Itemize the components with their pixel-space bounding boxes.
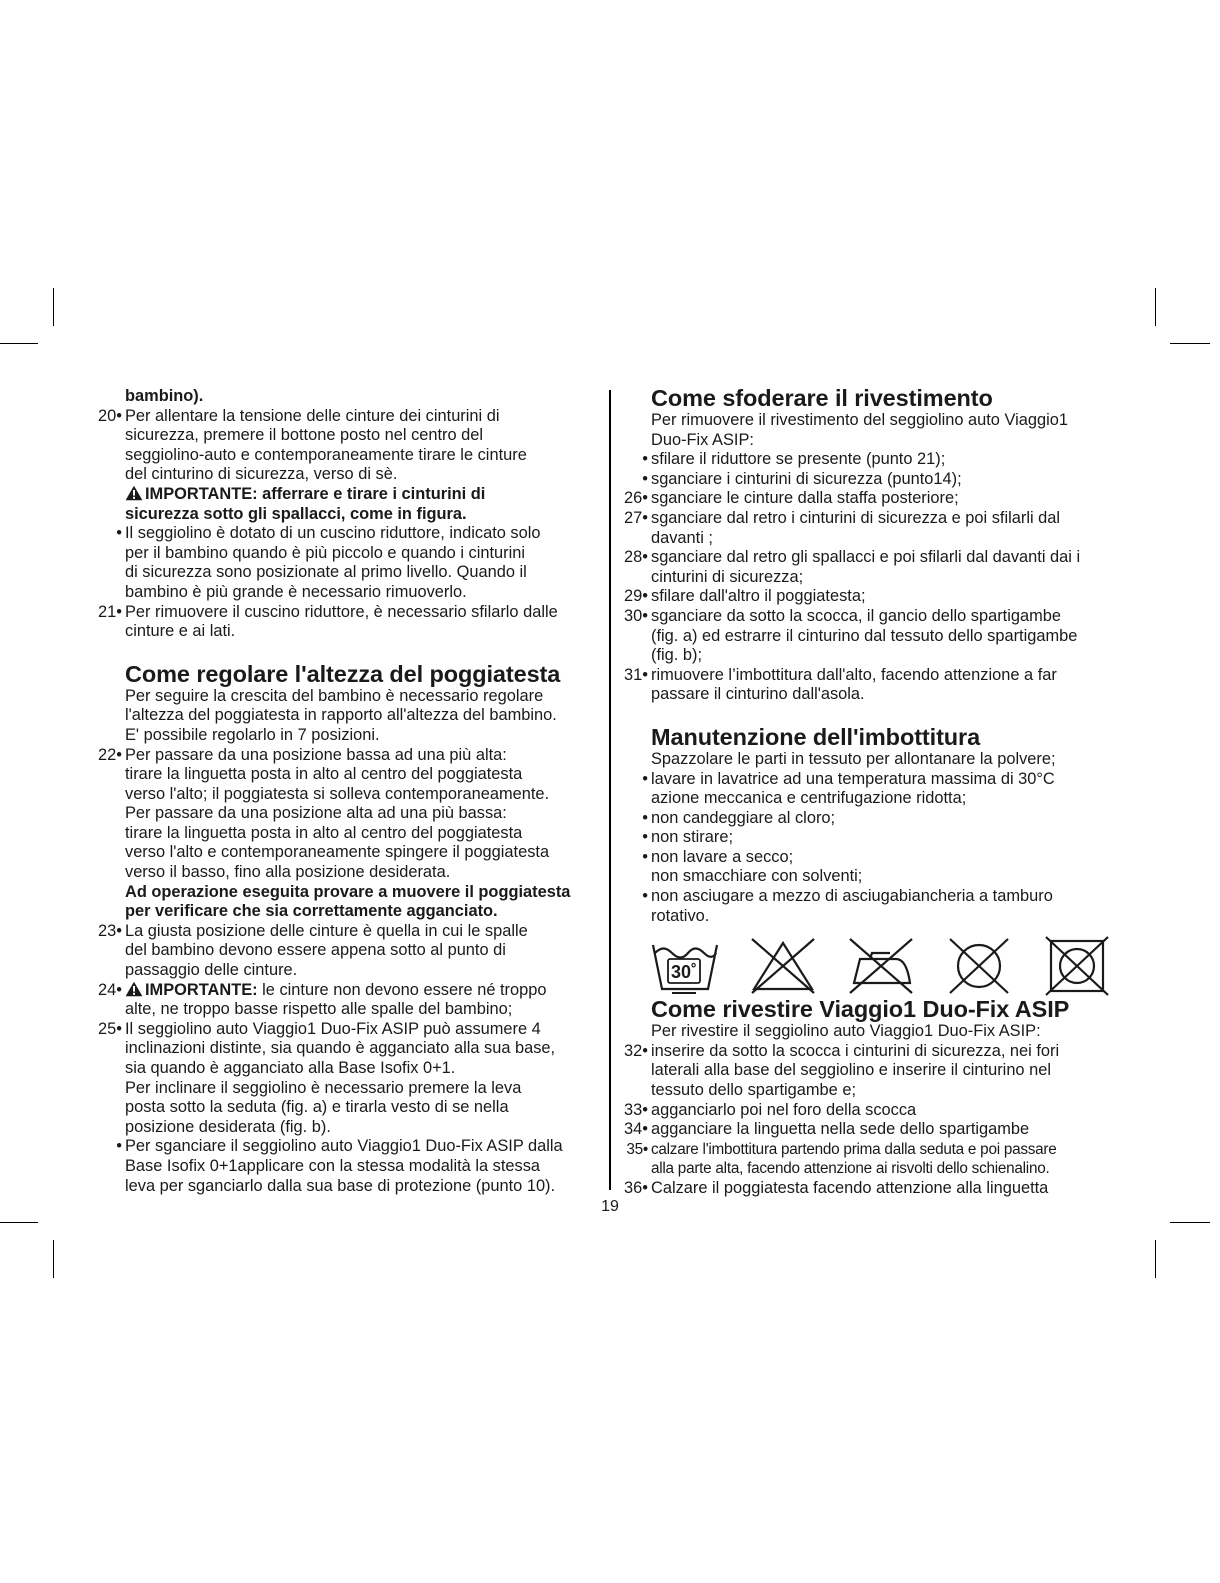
text-line xyxy=(612,907,1122,927)
list-marker: 20• xyxy=(98,406,122,425)
text-line xyxy=(86,1039,591,1059)
text-line xyxy=(86,804,591,824)
text-line xyxy=(86,544,591,564)
line-text: E' possibile regolarlo in 7 posizioni. xyxy=(125,725,380,744)
line-text: Spazzolare le parti in tessuto per allontanare la polvere; xyxy=(651,749,1056,768)
line-text: sganciare i cinturini di sicurezza (punto14); xyxy=(651,469,962,488)
list-marker: • xyxy=(642,469,648,488)
list-marker: 32• xyxy=(624,1041,648,1060)
line-text: rotativo. xyxy=(651,906,710,925)
section-heading: Manutenzione dell'imbottitura xyxy=(651,723,981,750)
text-line xyxy=(612,646,1122,666)
text-line xyxy=(612,1022,1122,1042)
line-text: alte, ne troppo basse rispetto alle spalle del bambino; xyxy=(125,1000,513,1019)
text-line xyxy=(86,706,591,726)
list-marker: 36• xyxy=(624,1179,648,1197)
text-line xyxy=(86,524,591,544)
text-line xyxy=(612,1042,1122,1062)
list-marker: • xyxy=(642,808,648,827)
list-marker: • xyxy=(116,524,122,543)
text-line xyxy=(86,824,591,844)
text-line xyxy=(86,1020,591,1040)
list-marker: 33• xyxy=(624,1100,648,1119)
list-marker: 29• xyxy=(624,587,648,606)
line-text: calzare l'imbottitura partendo prima dalla seduta e poi passare xyxy=(651,1140,1057,1158)
line-text: sia quando è agganciato alla Base Isofix 0+1. xyxy=(125,1059,456,1077)
line-text: non candeggiare al cloro; xyxy=(651,808,836,827)
line-text: cinturini di sicurezza; xyxy=(651,567,804,586)
text-line xyxy=(86,1098,591,1118)
list-marker: • xyxy=(642,887,648,906)
line-text: Per rivestire il seggiolino auto Viaggio1 Duo-Fix ASIP: xyxy=(651,1022,1041,1041)
text-line xyxy=(612,1061,1122,1081)
line-text: seggiolino-auto e contemporaneamente tirare le cinture xyxy=(125,445,527,464)
text-line xyxy=(86,563,591,583)
list-marker: • xyxy=(642,828,648,847)
text-line xyxy=(86,941,591,961)
line-text: Base Isofix 0+1applicare con la stessa modalità la stessa xyxy=(125,1156,541,1175)
line-text: passare il cinturino dall'asola. xyxy=(651,685,865,704)
line-text: l'altezza del poggiatesta in rapporto all'altezza del bambino. xyxy=(125,706,557,725)
line-text: Il seggiolino è dotato di un cuscino riduttore, indicato solo xyxy=(125,524,541,543)
wash-temp-label: 30˚ xyxy=(670,962,698,983)
line-text: per il bambino quando è più piccolo e quando i cinturini xyxy=(125,543,526,562)
line-text: non lavare a secco; xyxy=(651,847,794,866)
list-marker: 26• xyxy=(624,489,648,508)
line-text: non stirare; xyxy=(651,828,733,847)
text-line xyxy=(86,465,591,485)
line-text: Calzare il poggiatesta facendo attenzione alla linguetta xyxy=(651,1179,1049,1197)
text-line xyxy=(86,1118,591,1138)
list-marker: • xyxy=(642,847,648,866)
text-line xyxy=(86,687,591,707)
column-divider xyxy=(609,390,611,1190)
text-line xyxy=(612,411,1122,431)
left-column xyxy=(86,387,591,1196)
line-text: Per sganciare il seggiolino auto Viaggio1 Duo-Fix ASIP dalla xyxy=(125,1137,563,1156)
line-text: laterali alla base del seggiolino e inserire il cinturino nel xyxy=(651,1061,1051,1080)
text-line xyxy=(612,607,1122,627)
text-line xyxy=(612,1081,1122,1101)
crop-mark xyxy=(53,1240,54,1278)
no-iron-icon xyxy=(846,935,916,997)
line-text: Duo-Fix ASIP: xyxy=(651,430,754,449)
section-spacer xyxy=(86,642,591,661)
text-line xyxy=(612,1101,1122,1121)
text-line xyxy=(86,1137,591,1157)
no-bleach-icon xyxy=(748,935,818,997)
line-text: Per passare da una posizione bassa ad una più alta: xyxy=(125,745,507,764)
line-text: Per rimuovere il cuscino riduttore, è necessario sfilarlo dalle xyxy=(125,602,558,621)
text-line xyxy=(86,785,591,805)
page-number: 19 xyxy=(601,1198,619,1215)
line-text: le cinture non devono essere né troppo xyxy=(257,980,547,999)
line-text: verso l'alto; il poggiatesta si solleva contemporaneamente. xyxy=(125,784,550,803)
text-line xyxy=(612,1140,1122,1160)
text-line xyxy=(612,809,1122,829)
important-label: IMPORTANTE: xyxy=(145,980,258,999)
crop-mark xyxy=(0,1222,38,1223)
line-text: Per rimuovere il rivestimento del seggiolino auto Viaggio1 xyxy=(651,411,1068,429)
line-text: La giusta posizione delle cinture è quella in cui le spalle xyxy=(125,921,528,940)
line-text: di sicurezza sono posizionate al primo livello. Quando il xyxy=(125,563,527,582)
text-line xyxy=(86,981,591,1001)
list-marker: 28• xyxy=(624,548,648,567)
section-heading: Come rivestire Viaggio1 Duo-Fix ASIP xyxy=(651,996,1070,1023)
line-text: inclinazioni distinte, sia quando è agganciato alla sua base, xyxy=(125,1039,556,1058)
line-text: verso l'alto e contemporaneamente spingere il poggiatesta xyxy=(125,843,550,862)
warning-icon xyxy=(125,485,143,501)
line-text: posizione desiderata (fig. b). xyxy=(125,1117,331,1136)
line-text: Per seguire la crescita del bambino è necessario regolare xyxy=(125,686,544,705)
text-line xyxy=(612,587,1122,607)
text-line xyxy=(612,867,1122,887)
text-line xyxy=(86,387,591,407)
line-text: sganciare dal retro gli spallacci e poi sfilarli dal davanti dai i xyxy=(651,548,1081,567)
text-line xyxy=(86,902,591,922)
list-marker: 34• xyxy=(624,1120,648,1139)
line-text: IMPORTANTE: afferrare e tirare i cinturini di xyxy=(145,484,486,503)
text-line xyxy=(612,666,1122,686)
line-text: tirare la linguetta posta in alto al centro del poggiatesta xyxy=(125,765,523,784)
text-line xyxy=(86,746,591,766)
line-text: del bambino devono essere appena sotto al punto di xyxy=(125,941,506,960)
list-marker: 25• xyxy=(98,1019,122,1038)
list-marker: • xyxy=(642,769,648,788)
text-line xyxy=(86,426,591,446)
line-text: Per allentare la tensione delle cinture dei cinturini di xyxy=(125,406,500,425)
text-line xyxy=(86,922,591,942)
text-line xyxy=(86,1059,591,1079)
line-text: sicurezza sotto gli spallacci, come in figura. xyxy=(125,504,467,523)
text-line xyxy=(612,848,1122,868)
line-text: sicurezza, premere il bottone posto nel centro del xyxy=(125,426,484,445)
crop-mark xyxy=(1155,1240,1156,1278)
line-text: tirare la linguetta posta in alto al centro del poggiatesta xyxy=(125,823,523,842)
text-line xyxy=(86,1157,591,1177)
line-text: verso il basso, fino alla posizione desiderata. xyxy=(125,863,451,882)
text-line xyxy=(612,750,1122,770)
text-line xyxy=(86,843,591,863)
care-symbols xyxy=(612,936,1122,996)
text-line xyxy=(86,603,591,623)
line-text: non smacchiare con solventi; xyxy=(651,867,863,886)
line-text: azione meccanica e centrifugazione ridotta; xyxy=(651,789,967,808)
line-text: bambino è più grande è necessario rimuoverlo. xyxy=(125,582,467,601)
text-line xyxy=(612,1159,1122,1179)
list-marker: 35• xyxy=(626,1140,648,1158)
crop-mark xyxy=(1170,343,1210,344)
text-line xyxy=(612,568,1122,588)
text-line xyxy=(86,505,591,525)
section-spacer xyxy=(612,705,1122,724)
text-line xyxy=(612,509,1122,529)
line-text: cinture e ai lati. xyxy=(125,622,236,641)
text-line xyxy=(612,789,1122,809)
crop-mark xyxy=(0,343,38,344)
text-line xyxy=(612,529,1122,549)
line-text: bambino). xyxy=(125,387,204,405)
text-line xyxy=(86,485,591,505)
crop-mark xyxy=(1170,1222,1210,1223)
text-line xyxy=(612,450,1122,470)
text-line xyxy=(612,887,1122,907)
text-line xyxy=(612,1120,1122,1140)
text-line xyxy=(86,446,591,466)
line-text: lavare in lavatrice ad una temperatura massima di 30°C xyxy=(651,769,1055,788)
line-text: per verificare che sia correttamente agganciato. xyxy=(125,902,498,921)
line-text: sganciare le cinture dalla staffa posteriore; xyxy=(651,489,959,508)
line-text: sganciare dal retro i cinturini di sicurezza e poi sfilarli dal xyxy=(651,508,1061,527)
section-heading: Come regolare l'altezza del poggiatesta xyxy=(125,660,561,687)
list-marker: 30• xyxy=(624,606,648,625)
list-marker: 22• xyxy=(98,745,122,764)
no-dry-clean-icon xyxy=(944,935,1014,997)
line-text: leva per sganciarlo dalla sua base di protezione (punto 10). xyxy=(125,1176,556,1195)
text-line xyxy=(612,770,1122,790)
crop-mark xyxy=(1155,288,1156,326)
section-heading: Come sfoderare il rivestimento xyxy=(651,385,993,411)
text-line xyxy=(86,1177,591,1197)
line-text: Per passare da una posizione alta ad una più bassa: xyxy=(125,804,507,823)
list-marker: 31• xyxy=(624,665,648,684)
text-line xyxy=(86,765,591,785)
text-line xyxy=(86,726,591,746)
text-line xyxy=(612,431,1122,451)
text-line xyxy=(86,622,591,642)
line-text: sfilare il riduttore se presente (punto 21); xyxy=(651,450,946,469)
line-text: (fig. a) ed estrarre il cinturino dal tessuto dello spartigambe xyxy=(651,626,1078,645)
line-text: agganciarlo poi nel foro della scocca xyxy=(651,1100,917,1119)
text-line xyxy=(612,548,1122,568)
text-line xyxy=(86,961,591,981)
text-line xyxy=(612,489,1122,509)
warning-icon xyxy=(125,981,143,997)
line-text: passaggio delle cinture. xyxy=(125,961,298,980)
list-marker: 27• xyxy=(624,508,648,527)
text-line xyxy=(612,685,1122,705)
line-text: alla parte alta, facendo attenzione ai risvolti dello schienalino. xyxy=(651,1160,1050,1178)
crop-mark xyxy=(53,288,54,326)
line-text: davanti ; xyxy=(651,528,713,547)
line-text: rimuovere l’imbottitura dall'alto, facendo attenzione a far xyxy=(651,665,1057,684)
text-line xyxy=(86,407,591,427)
text-line xyxy=(612,828,1122,848)
no-tumble-dry-icon xyxy=(1042,935,1112,997)
line-text: non asciugare a mezzo di asciugabiancheria a tamburo xyxy=(651,887,1053,906)
text-line xyxy=(86,863,591,883)
line-text: tessuto dello spartigambe e; xyxy=(651,1081,857,1100)
line-text: del cinturino di sicurezza, verso di sè. xyxy=(125,465,398,484)
wash-30-icon xyxy=(650,935,720,997)
list-marker: 24• xyxy=(98,980,122,999)
text-line xyxy=(612,1179,1122,1199)
line-text: sfilare dall'altro il poggiatesta; xyxy=(651,587,866,606)
list-marker: 21• xyxy=(98,602,122,621)
text-line xyxy=(86,1079,591,1099)
right-column xyxy=(612,387,1122,1199)
line-text: inserire da sotto la scocca i cinturini di sicurezza, nei fori xyxy=(651,1041,1060,1060)
text-line xyxy=(86,883,591,903)
list-marker: • xyxy=(116,1137,122,1156)
list-marker: • xyxy=(642,450,648,469)
line-text: (fig. b); xyxy=(651,646,703,665)
line-text: Ad operazione eseguita provare a muovere il poggiatesta xyxy=(125,882,571,901)
text-line xyxy=(612,627,1122,647)
text-line xyxy=(86,1000,591,1020)
line-text: Il seggiolino auto Viaggio1 Duo-Fix ASIP può assumere 4 xyxy=(125,1019,541,1038)
line-text: Per inclinare il seggiolino è necessario premere la leva xyxy=(125,1078,522,1097)
text-line xyxy=(612,470,1122,490)
list-marker: 23• xyxy=(98,921,122,940)
line-text: sganciare da sotto la scocca, il gancio dello spartigambe xyxy=(651,606,1061,625)
text-line xyxy=(86,583,591,603)
line-text: agganciare la linguetta nella sede dello spartigambe xyxy=(651,1120,1030,1139)
line-text: posta sotto la seduta (fig. a) e tirarla vesto di se nella xyxy=(125,1098,509,1117)
